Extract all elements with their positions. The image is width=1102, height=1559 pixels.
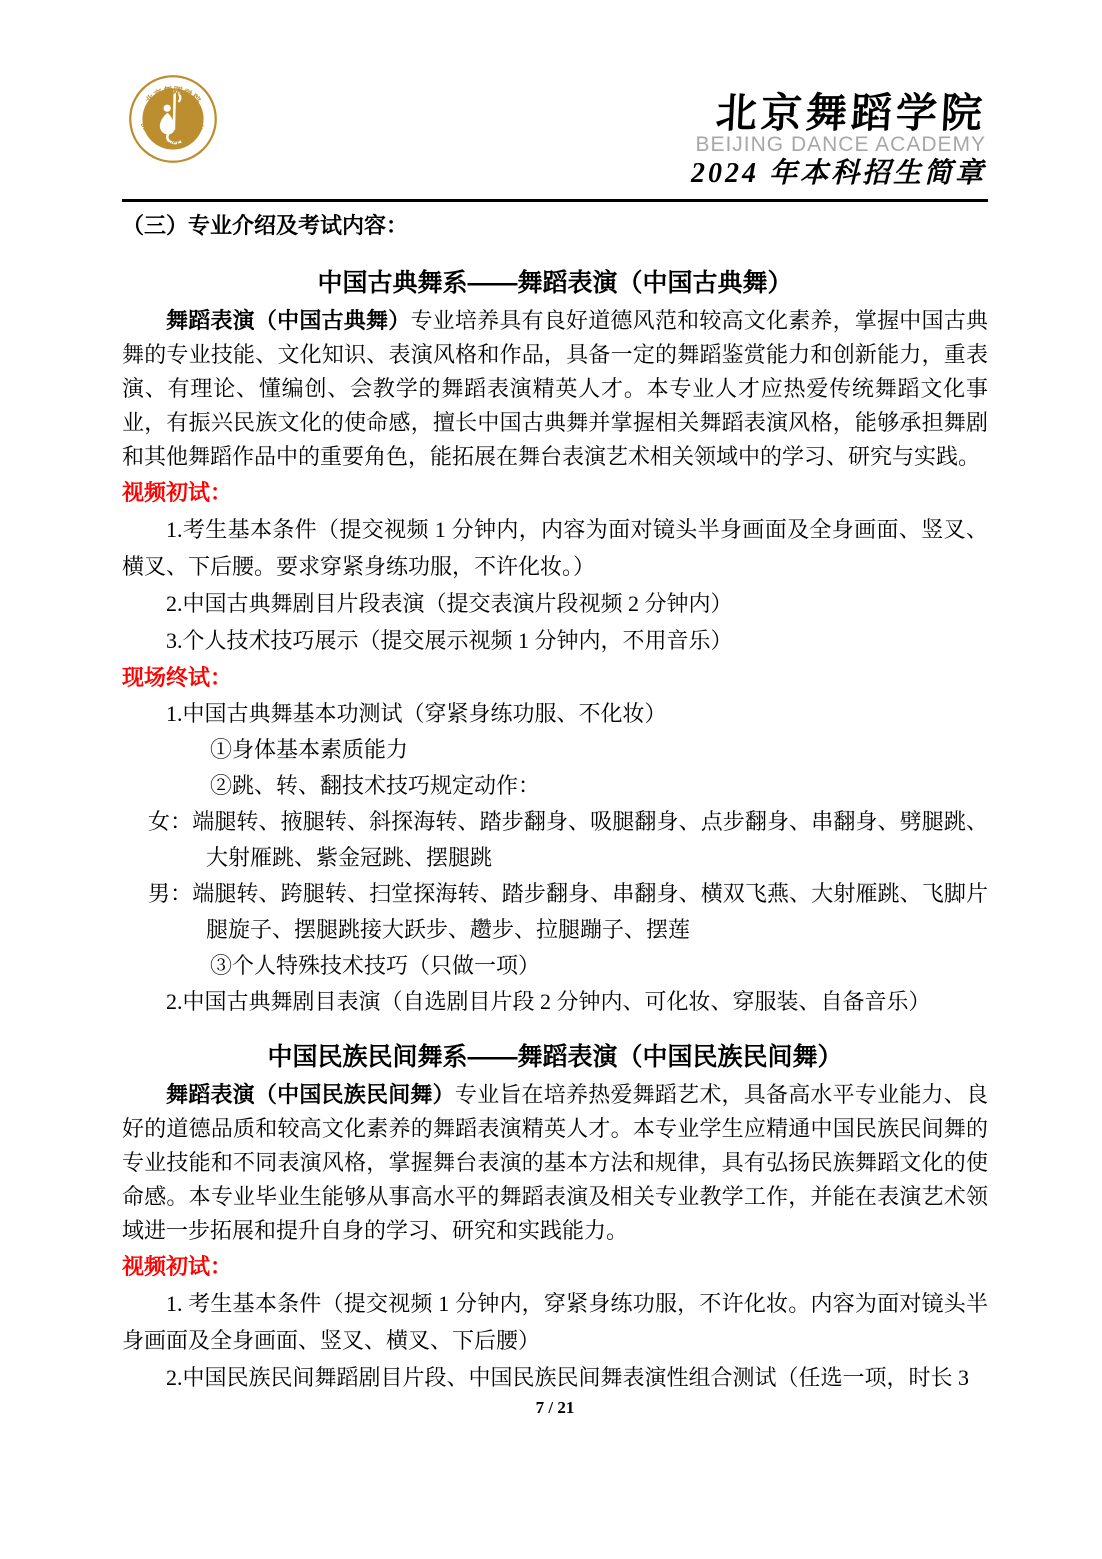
intro-paragraph-folk bbox=[122, 1078, 988, 1248]
exam-item: 2.中国古典舞剧目片段表演（提交表演片段视频 2 分钟内） bbox=[166, 591, 733, 616]
page-section-heading: （三）专业介绍及考试内容： bbox=[122, 213, 409, 238]
exam-item: 1. 考生基本条件（提交视频 1 分钟内，穿紧身练功服，不许化妆。内容为面对镜头半身画面及全身画面、竖叉、横叉、下后腰） bbox=[122, 1291, 988, 1353]
exam-item: 3.个人技术技巧展示（提交展示视频 1 分钟内，不用音乐） bbox=[166, 628, 733, 653]
exam-subitem: ①身体基本素质能力 bbox=[210, 737, 409, 762]
intro-text: 专业培养具有良好道德风范和较高文化素养，掌握中国古典舞的专业技能、文化知识、表演风格和作品，具备一定的舞蹈鉴赏能力和创新能力，重表演、有理论、懂编创、会教学的舞蹈表演精英人才。本专业人才应热爱传统舞蹈文化事业，有振兴民族文化的使命感，擅长中国古典舞并掌握相关舞蹈表演风格，能够承担舞剧和其他舞蹈作品中的重要角色，能拓展在舞台表演艺术相关领域中的学习、研究与实践。 bbox=[122, 308, 988, 469]
academy-name-en: BEIJING DANCE ACADEMY bbox=[695, 133, 986, 156]
exam-item: 2.中国民族民间舞蹈剧目片段、中国民族民间舞表演性组合测试（任选一项，时长 3 bbox=[166, 1365, 970, 1390]
exam-subitem: ③个人特殊技术技巧（只做一项） bbox=[210, 953, 541, 978]
dept-title-classical-dance: 中国古典舞系——舞蹈表演（中国古典舞） bbox=[317, 269, 793, 297]
academy-seal-logo bbox=[128, 74, 218, 164]
video-round-label: 视频初试： bbox=[122, 480, 233, 505]
seal-text-en: BEIJING DANCE ACADEMY bbox=[138, 122, 207, 148]
video-round-label: 视频初试： bbox=[122, 1254, 233, 1279]
dept-title-folk-dance: 中国民族民间舞系——舞蹈表演（中国民族民间舞） bbox=[267, 1043, 843, 1071]
exam-item: 1.考生基本条件（提交视频 1 分钟内，内容为面对镜头半身画面及全身画面、竖叉、横叉、下后腰。要求穿紧身练功服，不许化妆。） bbox=[122, 517, 988, 579]
major-name-lead: 舞蹈表演（中国民族民间舞） bbox=[166, 1082, 455, 1107]
page-number: 7 / 21 bbox=[535, 1398, 575, 1417]
header-divider bbox=[122, 199, 988, 202]
exam-item: 1.中国古典舞基本功测试（穿紧身练功服、不化妆） bbox=[166, 701, 667, 726]
page-header bbox=[0, 0, 1102, 199]
female-techniques-list: 女：端腿转、掖腿转、斜探海转、踏步翻身、吸腿翻身、点步翻身、串翻身、劈腿跳、大射雁跳、紫金冠跳、摆腿跳 bbox=[148, 809, 988, 870]
header-titles bbox=[691, 90, 986, 190]
seal-text-cn: 北京舞蹈学院 bbox=[143, 85, 203, 106]
document-content bbox=[122, 210, 988, 1418]
live-final-round-label: 现场终试： bbox=[122, 665, 233, 690]
brochure-title: 2024 年本科招生简章 bbox=[690, 158, 986, 189]
major-name-lead: 舞蹈表演（中国古典舞） bbox=[166, 308, 411, 333]
intro-text: 专业旨在培养热爱舞蹈艺术，具备高水平专业能力、良好的道德品质和较高文化素养的舞蹈表演精英人才。本专业学生应精通中国民族民间舞的专业技能和不同表演风格，掌握舞台表演的基本方法和规律，具有弘扬民族舞蹈文化的使命感。本专业毕业生能够从事高水平的舞蹈表演及相关专业教学工作，并能在表演艺术领域进一步拓展和提升自身的学习、研究和实践能力。 bbox=[122, 1082, 988, 1243]
male-techniques-list: 男：端腿转、跨腿转、扫堂探海转、踏步翻身、串翻身、横双飞燕、大射雁跳、飞脚片腿旋子、摆腿跳接大跃步、趱步、拉腿蹦子、摆莲 bbox=[148, 881, 988, 942]
exam-item: 2.中国古典舞剧目表演（自选剧目片段 2 分钟内、可化妆、穿服装、自备音乐） bbox=[166, 989, 931, 1014]
intro-paragraph-classical bbox=[122, 304, 988, 474]
academy-name-cn: 北京舞蹈学院 bbox=[714, 90, 988, 136]
exam-subitem: ②跳、转、翻技术技巧规定动作： bbox=[210, 773, 541, 798]
